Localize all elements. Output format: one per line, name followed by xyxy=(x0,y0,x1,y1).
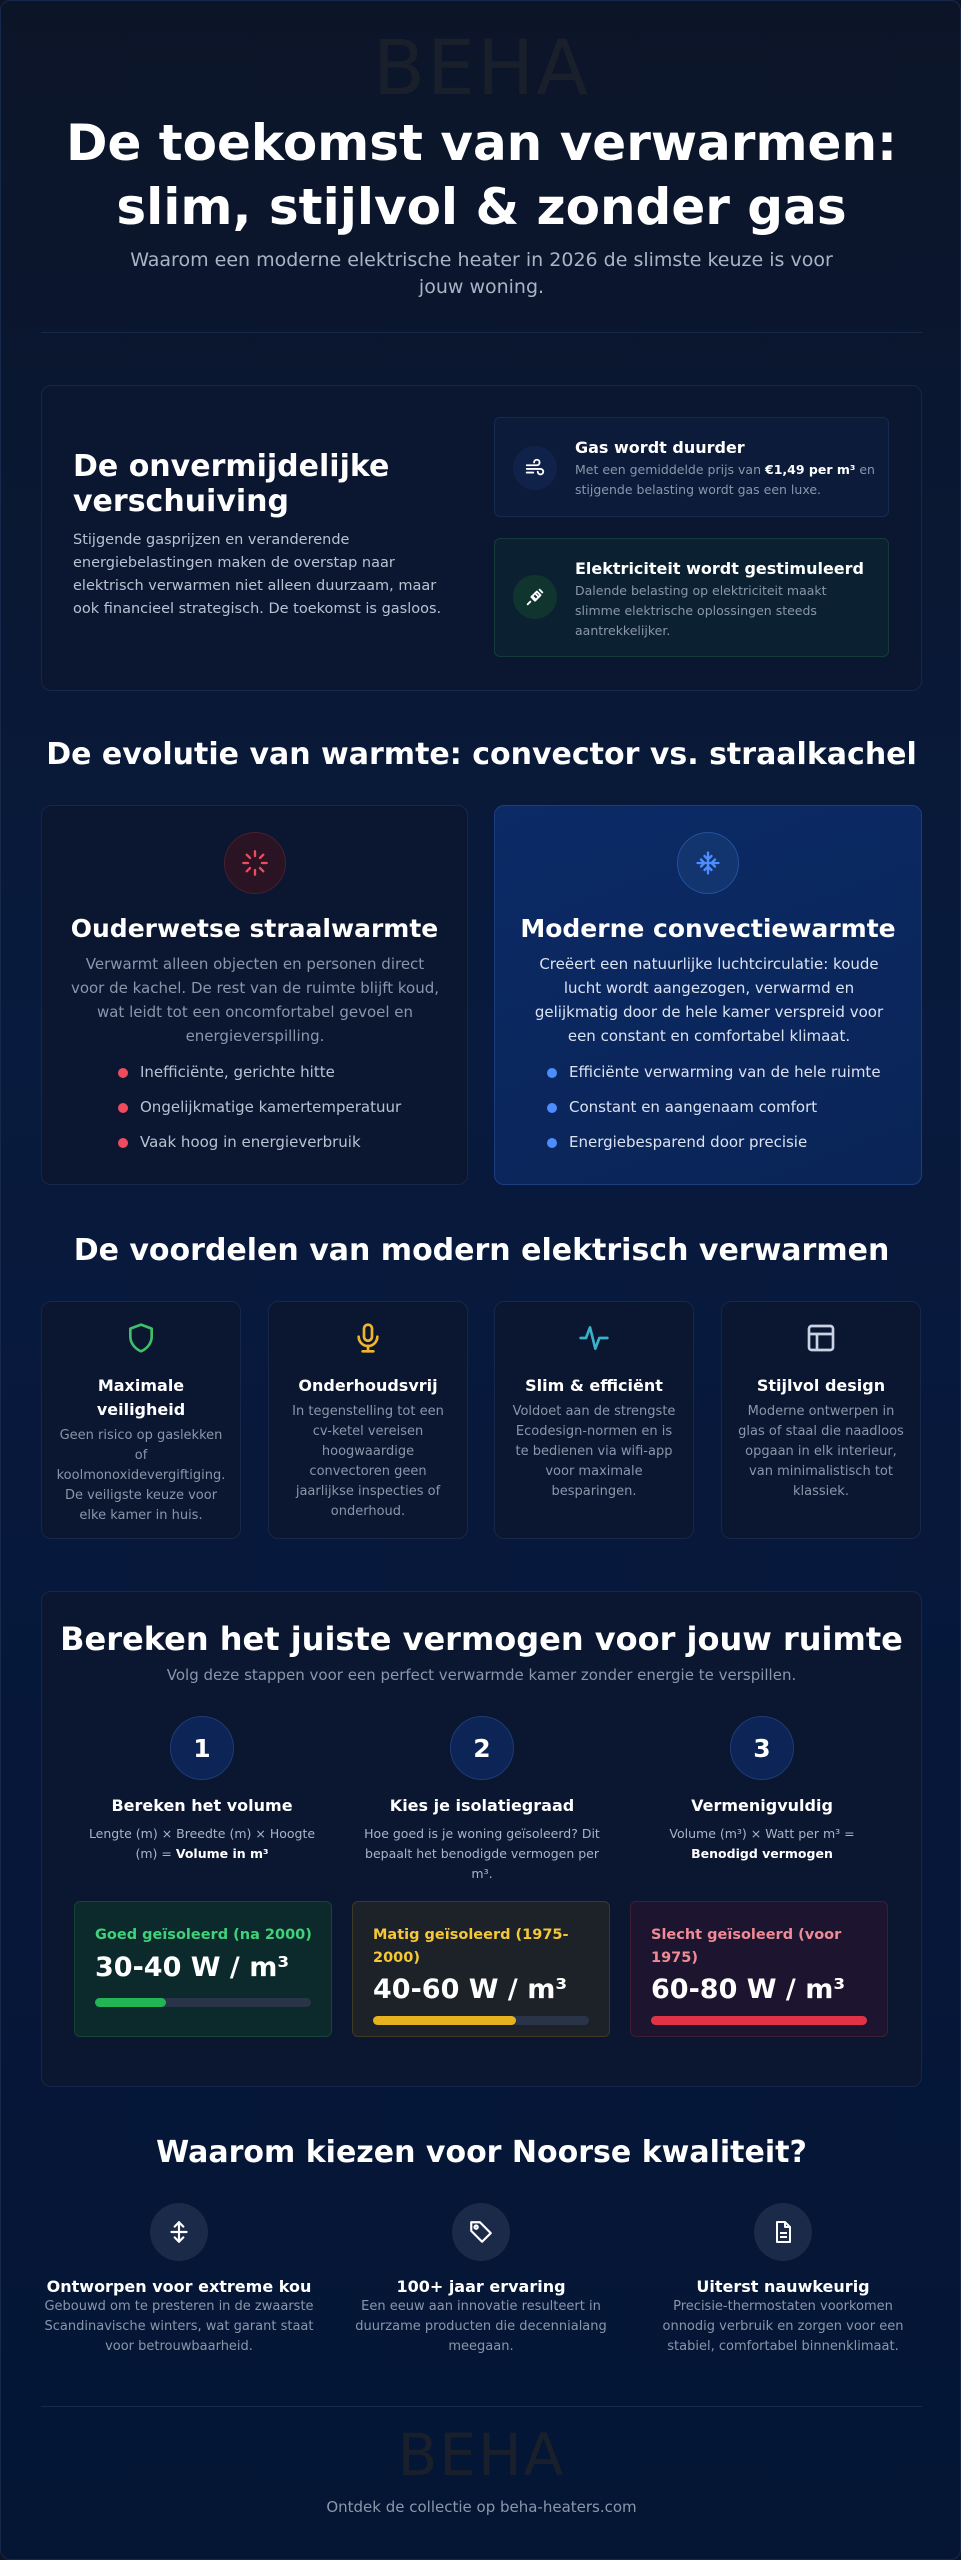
divider xyxy=(41,2406,922,2407)
step-number: 1 xyxy=(170,1716,234,1780)
insulation-poor-card xyxy=(630,1901,888,2037)
step-text: Volume (m³) × Watt per m³ = Benodigd vermogen xyxy=(669,1826,855,1861)
radiant-heat-card xyxy=(41,805,468,1185)
arrows-vertical-icon xyxy=(150,2203,208,2261)
list-item: Energiebesparend door precisie xyxy=(547,1132,881,1152)
step-title: Vermenigvuldig xyxy=(691,1796,833,1815)
quality-item-title: 100+ jaar ervaring xyxy=(396,2277,566,2296)
convection-bullets xyxy=(547,1062,881,1167)
benefit-card-safety xyxy=(41,1301,241,1539)
quality-item-text: Precisie-thermostaten voorkomen onnodig verbruik en zorgen voor een stabiel, comfortabel binnenklimaat. xyxy=(662,2299,904,2354)
quality-title: Waarom kiezen voor Noorse kwaliteit? xyxy=(156,2135,807,2170)
benefit-text: In tegenstelling tot een cv-ketel vereisen hoogwaardige convectoren geen jaarlijkse inspecties of onderhoud. xyxy=(292,1404,444,1519)
insulation-label: Goed geïsoleerd (na 2000) xyxy=(95,1927,312,1943)
footer-logo: BEHA xyxy=(397,2421,566,2489)
insulation-value: 40-60 W / m³ xyxy=(373,1974,568,2005)
calculator-title: Bereken het juiste vermogen voor jouw ruimte xyxy=(60,1620,903,1658)
benefit-text: Voldoet aan de strengste Ecodesign-normen en is te bedienen via wifi-app voor maximale besparingen. xyxy=(512,1404,676,1499)
calculator-subtitle: Volg deze stappen voor een perfect verwarmde kamer zonder energie te verspillen. xyxy=(166,1666,797,1684)
gas-price-card xyxy=(494,417,889,517)
step-title: Kies je isolatiegraad xyxy=(389,1796,575,1815)
step-title: Bereken het volume xyxy=(111,1796,293,1815)
benefit-text: Moderne ontwerpen in glas of staal die naadloos opgaan in elk interieur, van minimalistisch tot klassiek. xyxy=(738,1404,904,1499)
microphone-icon xyxy=(269,1322,467,1354)
step-number: 2 xyxy=(450,1716,514,1780)
hero-title: De toekomst van verwarmen: slim, stijlvol & zonder gas xyxy=(65,114,898,236)
radiant-heat-text: Verwarmt alleen objecten en personen direct voor de kachel. De rest van de ruimte blijft koud, wat leidt tot een oncomfortabel gevoel en energieverspilling. xyxy=(70,955,440,1045)
insulation-label: Matig geïsoleerd (1975-2000) xyxy=(373,1927,569,1966)
insulation-label: Slecht geïsoleerd (voor 1975) xyxy=(651,1927,842,1966)
benefit-title: Slim & efficiënt xyxy=(525,1376,663,1395)
benefit-card-design xyxy=(721,1301,921,1539)
electricity-card-text: Dalende belasting op elektriciteit maakt slimme elektrische oplossingen steeds aantrekkelijker. xyxy=(575,583,827,638)
quality-item-text: Gebouwd om te presteren in de zwaarste Scandinavische winters, wat garant staat voor betrouwbaarheid. xyxy=(44,2299,314,2354)
gas-price: €1,49 per m³ xyxy=(765,462,856,477)
layout-icon xyxy=(722,1322,920,1354)
insulation-bar xyxy=(95,1998,311,2007)
quality-item-title: Ontworpen voor extreme kou xyxy=(46,2277,312,2296)
list-item: Inefficiënte, gerichte hitte xyxy=(118,1062,401,1082)
radiant-heat-title: Ouderwetse straalwarmte xyxy=(70,914,439,943)
plug-icon xyxy=(513,575,557,619)
benefit-title: Onderhoudsvrij xyxy=(298,1376,438,1395)
shift-title: De onvermijdelijke verschuiving xyxy=(73,449,390,519)
insulation-good-card xyxy=(74,1901,332,2037)
convection-icon xyxy=(677,832,739,894)
list-item: Ongelijkmatige kamertemperatuur xyxy=(118,1097,401,1117)
hero-subtitle: Waarom een moderne elektrische heater in 2026 de slimste keuze is voor jouw woning. xyxy=(130,249,833,298)
step-number: 3 xyxy=(730,1716,794,1780)
convection-text: Creëert een natuurlijke luchtcirculatie: koude lucht wordt aangezogen, verwarmd en gelijkmatig door de hele kamer verspreid voor een constant en comfortabel klimaat. xyxy=(534,955,884,1045)
insulation-value: 60-80 W / m³ xyxy=(651,1974,846,2005)
shift-text: Stijgende gasprijzen en veranderende energiebelastingen maken de overstap naar elektrisch verwarmen niet alleen duurzaam, maar ook financieel strategisch. De toekomst is gasloos. xyxy=(73,532,442,617)
benefit-card-maintenance xyxy=(268,1301,468,1539)
convection-title: Moderne convectiewarmte xyxy=(520,914,896,943)
electricity-card xyxy=(494,538,889,657)
radiant-heat-icon xyxy=(224,832,286,894)
insulation-bar xyxy=(373,2016,589,2025)
benefit-card-smart xyxy=(494,1301,694,1539)
divider xyxy=(41,332,922,333)
electricity-card-title: Elektriciteit wordt gestimuleerd xyxy=(575,559,864,578)
footer-link[interactable]: Ontdek de collectie op beha-heaters.com xyxy=(326,2498,637,2516)
benefits-title: De voordelen van modern elektrisch verwarmen xyxy=(73,1233,890,1268)
benefit-text: Geen risico op gaslekken of koolmonoxidevergiftiging. De veiligste keuze voor elke kamer in huis. xyxy=(56,1428,226,1523)
insulation-bar xyxy=(651,2016,867,2025)
list-item: Vaak hoog in energieverbruik xyxy=(118,1132,401,1152)
radiant-heat-bullets xyxy=(118,1062,401,1167)
shield-icon xyxy=(42,1322,240,1354)
quality-item-title: Uiterst nauwkeurig xyxy=(696,2277,870,2296)
pulse-icon xyxy=(495,1322,693,1354)
benefit-title: Stijlvol design xyxy=(756,1376,886,1395)
tag-icon xyxy=(452,2203,510,2261)
convection-card xyxy=(494,805,922,1185)
insulation-value: 30-40 W / m³ xyxy=(95,1952,290,1983)
insulation-medium-card xyxy=(352,1901,610,2037)
document-icon xyxy=(754,2203,812,2261)
quality-item-text: Een eeuw aan innovatie resulteert in duurzame producten die decennialang meegaan. xyxy=(355,2299,607,2354)
benefit-title: Maximale veiligheid xyxy=(96,1376,186,1419)
step-text: Hoe goed is je woning geïsoleerd? Dit bepaalt het benodigde vermogen per m³. xyxy=(364,1826,600,1881)
evolution-title: De evolutie van warmte: convector vs. straalkachel xyxy=(46,737,917,772)
step-text: Lengte (m) × Breedte (m) × Hoogte (m) = Volume in m³ xyxy=(88,1826,316,1861)
list-item: Constant en aangenaam comfort xyxy=(547,1097,881,1117)
wind-icon xyxy=(513,446,557,490)
brand-logo: BEHA xyxy=(372,23,591,112)
gas-card-text: Met een gemiddelde prijs van €1,49 per m³ en stijgende belasting wordt gas een luxe. xyxy=(575,462,875,497)
gas-card-title: Gas wordt duurder xyxy=(575,438,745,457)
list-item: Efficiënte verwarming van de hele ruimte xyxy=(547,1062,881,1082)
